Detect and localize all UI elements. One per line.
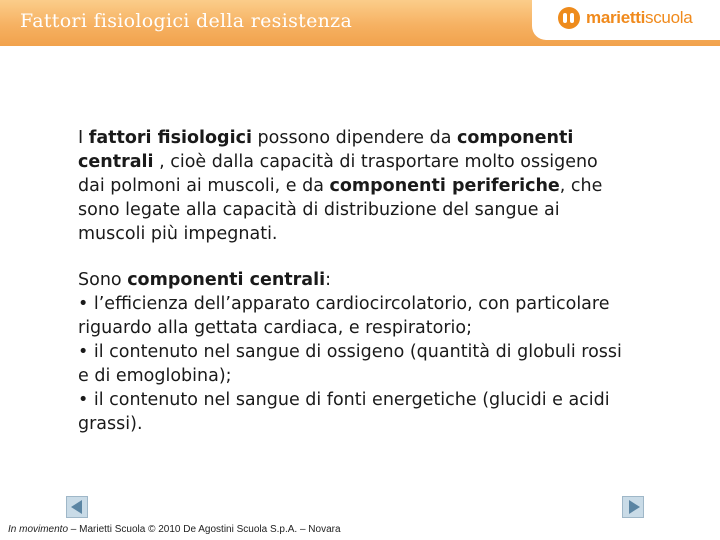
intro-paragraph xyxy=(78,126,628,246)
logo-text-light: scuola xyxy=(645,8,693,27)
logo-text-bold: marietti xyxy=(586,8,646,27)
text-run: : xyxy=(325,270,332,290)
copyright-text: – Marietti Scuola © 2010 De Agostini Scuola S.p.A. – Novara xyxy=(68,524,341,535)
footer-credits xyxy=(8,524,341,535)
logo-text xyxy=(586,8,692,28)
text-run: possono dipendere da xyxy=(251,128,457,148)
bold-term: componenti centrali xyxy=(127,270,326,290)
text-run: , cioè dalla capacità di trasportare molto ossigeno dai polmoni ai muscoli, e da xyxy=(78,152,598,196)
next-slide-button[interactable] xyxy=(622,496,644,518)
text-run: I xyxy=(78,128,89,148)
bold-term: fattori fisiologici xyxy=(88,128,252,148)
bold-term: componenti periferiche xyxy=(329,176,560,196)
bullet-item: • l’efficienza dell’apparato cardiocircolatorio, con particolare riguardo alla gettata cardiaca, e respiratorio; xyxy=(78,294,610,338)
central-components-heading xyxy=(78,268,628,292)
slide-content xyxy=(78,126,628,436)
slide-title: Fattori fisiologici della resistenza xyxy=(20,10,353,32)
marietti-logo-icon xyxy=(558,7,580,29)
bold-term: componenti centrali xyxy=(78,128,574,172)
text-run: , che sono legate alla capacità di distribuzione del sangue ai muscoli più impegnati. xyxy=(78,176,603,244)
book-title: In movimento xyxy=(8,524,69,535)
bullet-item: • il contenuto nel sangue di fonti energetiche (glucidi e acidi grassi). xyxy=(78,390,610,434)
paragraph-gap xyxy=(78,246,628,268)
text-run: Sono xyxy=(78,270,128,290)
bullet-item: • il contenuto nel sangue di ossigeno (quantità di globuli rossi e di emoglobina); xyxy=(78,342,622,386)
previous-slide-button[interactable] xyxy=(66,496,88,518)
